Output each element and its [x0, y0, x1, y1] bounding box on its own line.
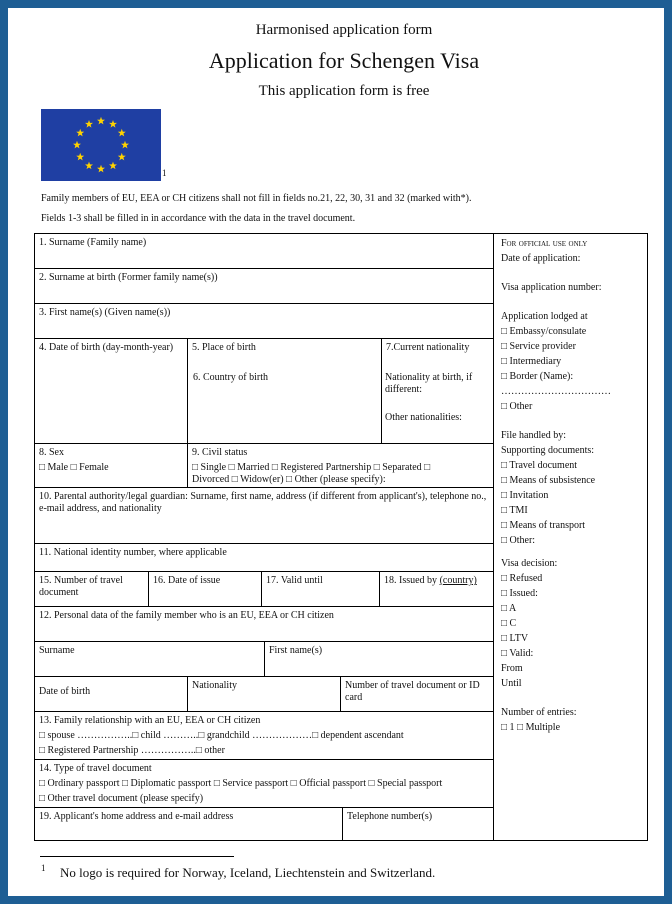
field-issued-by[interactable] — [380, 572, 493, 607]
valid-option: □ Valid: — [501, 648, 534, 659]
field-label: 2. Surname at birth (Former family name(s)) — [39, 272, 218, 283]
field-label: 4. Date of birth (day-month-year) — [39, 342, 174, 353]
field-family-surname[interactable] — [35, 642, 265, 677]
field-family-dob[interactable] — [35, 677, 188, 712]
form-subtitle: Harmonised application form — [255, 22, 433, 38]
flag-star — [109, 162, 117, 170]
refused-option: □ Refused — [501, 573, 543, 584]
visa-number-label: Visa application number: — [501, 282, 602, 293]
field-label-country: (country) — [439, 575, 477, 586]
file-handled-label: File handled by: — [501, 430, 566, 441]
field-valid-until[interactable] — [262, 572, 380, 607]
field-label: 15. Number of travel document — [39, 575, 123, 598]
flag-star — [73, 141, 81, 149]
transport-option: □ Means of transport — [501, 520, 586, 531]
travel-doc-options-2[interactable]: □ Other travel document (please specify) — [39, 793, 204, 804]
field-label: 3. First name(s) (Given name(s)) — [39, 307, 171, 318]
field-parental-authority[interactable] — [35, 488, 493, 544]
field-label: 13. Family relationship with an EU, EEA or CH citizen — [39, 715, 261, 726]
field-surname[interactable] — [35, 234, 493, 269]
visa-a-option: □ A — [501, 603, 517, 614]
service-provider-option: □ Service provider — [501, 341, 576, 352]
free-note: This application form is free — [258, 83, 430, 99]
field-label: 14. Type of travel document — [39, 763, 152, 774]
visa-decision-label: Visa decision: — [501, 558, 558, 569]
field-label: 10. Parental authority/legal guardian: Surname, first name, address (if different from applicant's), telephone no., e-mail address, and nationality — [39, 491, 487, 514]
application-fields-grid — [34, 233, 494, 841]
flag-star — [76, 153, 84, 161]
flag-star — [85, 162, 93, 170]
sex-options[interactable]: □ Male □ Female — [39, 462, 109, 473]
field-label: 1. Surname (Family name) — [39, 237, 147, 248]
flag-star — [118, 153, 126, 161]
civil-status-options-1[interactable]: □ Single □ Married □ Registered Partnership □ Separated □ — [192, 462, 431, 473]
embassy-option: □ Embassy/consulate — [501, 326, 587, 337]
field-label: 8. Sex — [39, 447, 64, 458]
border-option: □ Border (Name): — [501, 371, 574, 382]
field-surname-at-birth[interactable] — [35, 269, 493, 304]
footnote-text: No logo is required for Norway, Iceland, Liechtenstein and Switzerland. — [60, 865, 436, 880]
flag-star — [118, 129, 126, 137]
flag-star — [121, 141, 129, 149]
field-label: 18. Issued by — [384, 575, 440, 586]
tmi-option: □ TMI — [501, 505, 528, 516]
form-page — [8, 8, 664, 896]
fields-note: Fields 1-3 shall be filled in in accordance with the data in the travel document. — [41, 213, 356, 224]
relationship-options-1[interactable]: □ spouse ……………..□ child ………..□ grandchild ………………□ dependent ascendant — [39, 730, 404, 741]
border-dots: …………………………… — [501, 386, 611, 397]
official-use-panel — [494, 233, 648, 841]
field-date-of-issue[interactable] — [149, 572, 262, 607]
field-label: 9. Civil status — [192, 447, 248, 458]
field-family-relationship[interactable] — [35, 712, 493, 760]
footnote-rule — [40, 856, 234, 857]
from-label: From — [501, 663, 523, 674]
other-nationalities-label: Other nationalities: — [385, 412, 462, 423]
field-label: 19. Applicant's home address and e-mail address — [39, 811, 234, 822]
field-travel-doc-number[interactable] — [35, 572, 149, 607]
field-family-member-data — [35, 607, 493, 642]
flag-star — [85, 120, 93, 128]
field-label: Surname — [39, 645, 75, 656]
field-telephone[interactable] — [343, 808, 493, 840]
field-label: 12. Personal data of the family member who is an EU, EEA or CH citizen — [39, 610, 334, 621]
intermediary-option: □ Intermediary — [501, 356, 562, 367]
field-home-address[interactable] — [35, 808, 343, 840]
field-label: First name(s) — [269, 645, 323, 656]
travel-document-option: □ Travel document — [501, 460, 578, 471]
other-docs-option: □ Other: — [501, 535, 536, 546]
flag-star — [76, 129, 84, 137]
field-sex[interactable] — [35, 444, 188, 488]
nationality-at-birth-label: Nationality at birth, if different: — [385, 372, 473, 395]
field-label: 5. Place of birth — [192, 342, 256, 353]
footnote-number: 1 — [41, 863, 46, 873]
field-place-country-of-birth[interactable] — [188, 339, 382, 444]
date-of-application-label: Date of application: — [501, 253, 581, 264]
flag-star — [97, 165, 105, 173]
other-option: □ Other — [501, 401, 533, 412]
field-family-nationality[interactable] — [188, 677, 341, 712]
invitation-option: □ Invitation — [501, 490, 549, 501]
flag-star — [97, 117, 105, 125]
civil-status-options-2[interactable]: Divorced □ Widow(er) □ Other (please specify): — [192, 474, 386, 485]
field-label: 11. National identity number, where applicable — [39, 547, 227, 558]
relationship-options-2[interactable]: □ Registered Partnership ……………..□ other — [39, 745, 225, 756]
field-family-travel-doc-number[interactable] — [341, 677, 493, 712]
flag-star — [109, 120, 117, 128]
field-label: Telephone number(s) — [347, 811, 433, 822]
entries-label: Number of entries: — [501, 707, 577, 718]
subsistence-option: □ Means of subsistence — [501, 475, 596, 486]
entries-options: □ 1 □ Multiple — [501, 722, 561, 733]
family-members-note: Family members of EU, EEA or CH citizens shall not fill in fields no.21, 22, 30, 31 and 32 (marked with*). — [41, 193, 472, 204]
lodged-at-label: Application lodged at — [501, 311, 588, 322]
field-label: Number of travel document or ID card — [345, 680, 480, 703]
field-travel-doc-type[interactable] — [35, 760, 493, 808]
field-label: Nationality — [192, 680, 237, 691]
form-title: Application for Schengen Visa — [208, 48, 480, 73]
travel-doc-options-1[interactable]: □ Ordinary passport □ Diplomatic passport □ Service passport □ Official passport □ Special passport — [39, 778, 443, 789]
issued-option: □ Issued: — [501, 588, 538, 599]
eu-flag-icon — [41, 109, 161, 181]
supporting-docs-label: Supporting documents: — [501, 445, 595, 456]
field-label: 16. Date of issue — [153, 575, 221, 586]
field-first-names[interactable] — [35, 304, 493, 339]
country-of-birth-label: 6. Country of birth — [193, 372, 268, 383]
official-use-heading: For official use only — [501, 238, 588, 249]
field-civil-status[interactable] — [188, 444, 493, 488]
until-label: Until — [501, 678, 522, 689]
field-label: Date of birth — [39, 686, 91, 697]
visa-ltv-option: □ LTV — [501, 633, 529, 644]
field-label: 7.Current nationality — [386, 342, 470, 353]
field-family-first-names[interactable] — [265, 642, 493, 677]
visa-c-option: □ C — [501, 618, 517, 629]
flag-footnote-mark: 1 — [162, 168, 167, 178]
field-date-of-birth[interactable] — [35, 339, 188, 444]
field-national-id[interactable] — [35, 544, 493, 572]
field-label: 17. Valid until — [266, 575, 323, 586]
field-nationality[interactable] — [382, 339, 493, 444]
